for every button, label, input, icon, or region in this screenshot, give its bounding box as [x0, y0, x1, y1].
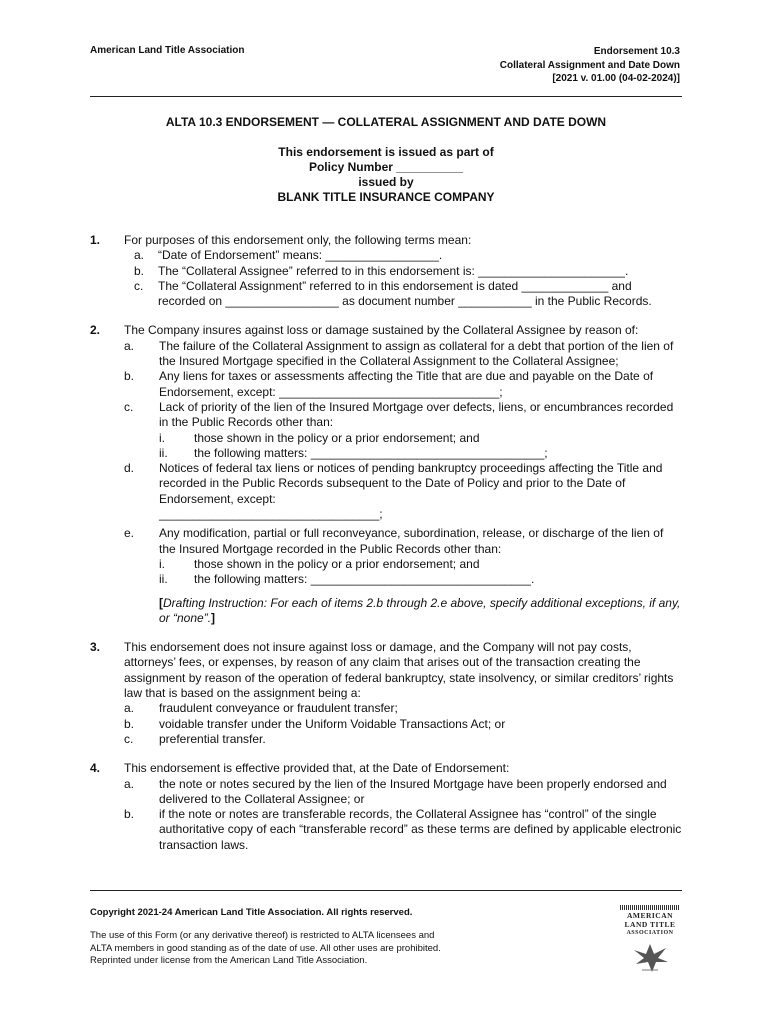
sub-clause-text: the following matters: ___________________________________;: [194, 445, 548, 460]
clause-marker: c.: [124, 399, 134, 414]
sub-clause-marker: i.: [159, 556, 165, 571]
clause-marker: e.: [124, 526, 135, 541]
header-endorsement-number: Endorsement 10.3: [593, 46, 680, 57]
bracket-close: ]: [211, 610, 216, 625]
section-2: [90, 323, 682, 626]
clause-text: fraudulent conveyance or fraudulent transfer;: [159, 701, 398, 716]
clause-1b: [124, 264, 682, 279]
clause-marker: c.: [124, 731, 134, 746]
footer-license-notice: [90, 930, 510, 968]
eagle-logo-icon: [628, 940, 672, 976]
clause-text: preferential transfer.: [159, 731, 266, 746]
issued-line-4: BLANK TITLE INSURANCE COMPANY: [277, 190, 495, 204]
clause-marker: d.: [124, 461, 135, 476]
clause-2c-i: [159, 431, 682, 446]
clause-2e-ii: [159, 572, 682, 587]
logo-line-3: ASSOCIATION: [626, 930, 674, 936]
issued-block: [90, 145, 682, 205]
clause-text: the note or notes secured by the lien of the Insured Mortgage have been properly endorsed and delivered to the Collateral Assignee; or: [159, 776, 667, 806]
clause-3c: [124, 732, 682, 747]
drafting-text: Drafting Instruction: For each of items 2.b through 2.e above, specify additional exceptions, if any, or “none”.: [159, 595, 681, 625]
clause-2b: [124, 369, 682, 400]
sub-clause-marker: ii.: [159, 572, 168, 587]
clause-2a: [124, 339, 682, 370]
clause-marker: a.: [124, 338, 135, 353]
section-number: 1.: [90, 233, 101, 247]
section-1: [90, 233, 682, 309]
clause-marker: b.: [124, 716, 135, 731]
clause-text: Any modification, partial or full reconveyance, subordination, release, or discharge of the lien of the Insured Mortgage recorded in the Public Records other than:: [159, 526, 664, 556]
sub-clause-text: the following matters: _________________________________.: [194, 572, 535, 587]
logo-stripe: [620, 905, 680, 910]
sub-clause-text: those shown in the policy or a prior endorsement; and: [194, 556, 480, 571]
bracket-open: [: [159, 595, 163, 610]
clause-text: The “Collateral Assignment” referred to in this endorsement is dated _____________ and recorded on _________________ as document number ___________ in the Public Records.: [158, 278, 652, 309]
clause-3b: [124, 717, 682, 732]
header-version: [2021 v. 01.00 (04-02-2024)]: [552, 73, 680, 84]
header-endorsement-info: [500, 45, 680, 86]
alta-logo: [620, 905, 680, 985]
clause-marker: b.: [124, 369, 135, 384]
header-org: American Land Title Association: [90, 45, 245, 56]
logo-line-1: AMERICAN: [626, 911, 674, 920]
section-intro: For purposes of this endorsement only, the following terms mean:: [124, 233, 472, 247]
sub-clause-marker: i.: [159, 430, 165, 445]
sub-clause-text: those shown in the policy or a prior endorsement; and: [194, 430, 480, 445]
section-number: 3.: [90, 640, 101, 655]
footer-copyright: Copyright 2021-24 American Land Title Association. All rights reserved.: [90, 907, 413, 918]
clause-4b: [124, 807, 682, 853]
clause-text: Any liens for taxes or assessments affecting the Title that are due and payable on the Date of Endorsement, except: _________________________________;: [159, 369, 654, 399]
clause-2c-ii: [159, 446, 682, 461]
clause-4a: [124, 777, 682, 808]
issued-line-2: Policy Number __________: [308, 160, 464, 174]
clause-marker: a.: [124, 776, 135, 791]
section-intro: The Company insures against loss or damage sustained by the Collateral Assignee by reason of:: [124, 323, 639, 338]
document-title: ALTA 10.3 ENDORSEMENT — COLLATERAL ASSIGNMENT AND DATE DOWN: [165, 115, 607, 129]
clause-2c: [124, 400, 682, 461]
clause-2e: [124, 526, 682, 587]
clause-marker: a.: [134, 248, 145, 263]
clause-3a: [124, 701, 682, 716]
drafting-instruction: [159, 596, 682, 627]
footer-divider: [90, 890, 682, 891]
clause-text: Lack of priority of the lien of the Insured Mortgage over defects, liens, or encumbrances recorded in the Public Records other than:: [159, 399, 674, 430]
clause-text: voidable transfer under the Uniform Voidable Transactions Act; or: [159, 716, 506, 731]
section-3: [90, 640, 682, 747]
section-number: 2.: [90, 323, 101, 338]
clause-marker: b.: [134, 263, 145, 278]
endorsement-body: [90, 233, 682, 867]
clause-text: if the note or notes are transferable records, the Collateral Assignee has “control” of the single authoritative copy of each “transferable record” as these terms are defined by applicable electronic transaction laws.: [159, 807, 682, 852]
section-intro: This endorsement is effective provided that, at the Date of Endorsement:: [124, 761, 510, 776]
clause-text: Notices of federal tax liens or notices of pending bankruptcy proceedings affecting the Title and recorded in the Public Records subsequent to the Date of Policy and prior to the Date of Endorsement, except:: [159, 461, 663, 506]
issued-line-1: This endorsement is issued as part of: [278, 145, 494, 159]
section-4: [90, 761, 682, 853]
clause-marker: a.: [124, 701, 135, 716]
clause-marker: c.: [134, 278, 144, 293]
issued-line-3: issued by: [358, 175, 414, 189]
sub-clause-marker: ii.: [159, 445, 168, 460]
section-intro: This endorsement does not insure against loss or damage, and the Company will not pay costs, attorneys’ fees, or expenses, by reason of any claim that arises out of the transaction creating the assignment by reason of the operation of federal bankruptcy, state insolvency, or similar creditors’ rights law that is based on the assignment being a:: [124, 640, 674, 701]
clause-2e-i: [159, 557, 682, 572]
clause-text: The “Collateral Assignee” referred to in this endorsement is: ______________________.: [158, 263, 629, 278]
clause-1a: [124, 248, 682, 263]
footer-line-1: The use of this Form (or any derivative thereof) is restricted to ALTA licensees and: [90, 930, 435, 941]
clause-marker: b.: [124, 807, 135, 822]
clause-1c: [124, 279, 682, 310]
header-endorsement-subtitle: Collateral Assignment and Date Down: [499, 59, 680, 71]
clause-text: “Date of Endorsement” means: _________________.: [158, 248, 443, 263]
blank-line: _________________________________;: [159, 507, 383, 522]
section-number: 4.: [90, 761, 101, 776]
logo-line-2: LAND TITLE: [624, 919, 676, 929]
footer-line-3: Reprinted under license from the American Land Title Association.: [90, 955, 368, 966]
clause-text: The failure of the Collateral Assignment to assign as collateral for a debt that portion of the lien of the Insured Mortgage specified in the Collateral Assignment to the Collateral Assignee;: [159, 338, 674, 369]
header-divider: [90, 96, 682, 97]
footer-line-2: ALTA members in good standing as of the date of use. All other uses are prohibited.: [90, 942, 441, 954]
clause-2d: [124, 461, 682, 522]
